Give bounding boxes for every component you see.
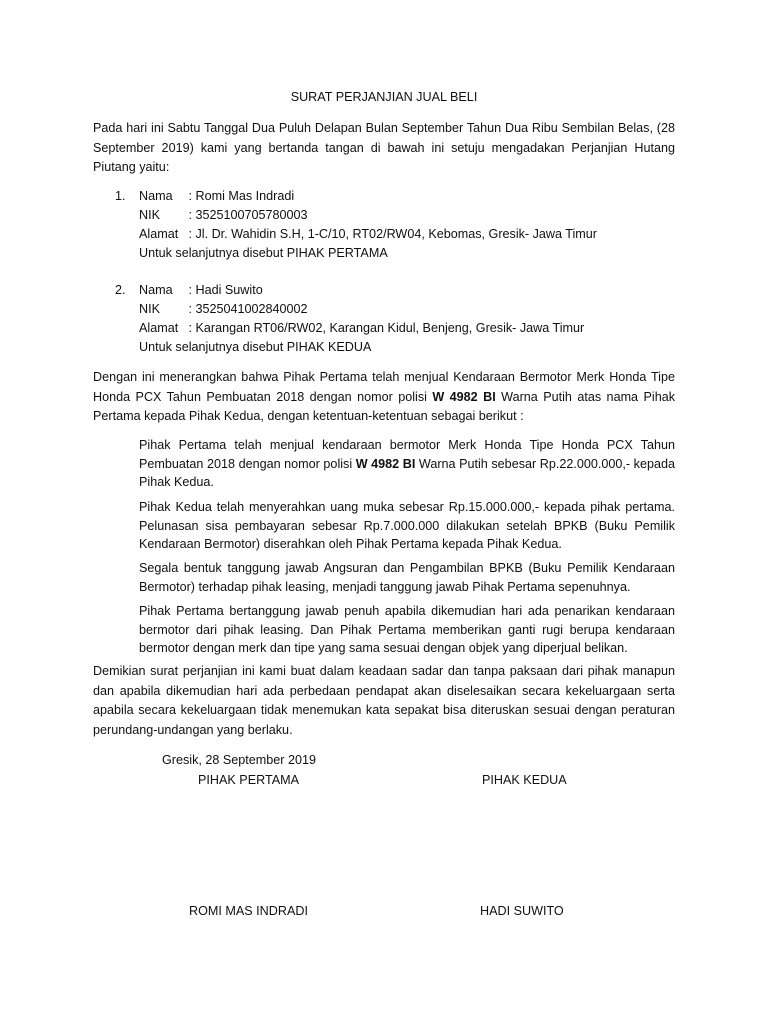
closing-paragraph: Demikian surat perjanjian ini kami buat dalam keadaan sadar dan tanpa paksaan dari pihak manapun dan apabila dikemudian hari ada perbedaan pendapat akan diselesaikan secara kekeluargaan serta apabila secara kekeluargaan tidak menemukan kata sepakat bisa diteruskan sesuai dengan peraturan perundang-undangan yang berlaku. [93, 664, 675, 737]
party-1 [115, 187, 597, 263]
term-text: Pihak Pertama telah menjual kendaraan bermotor Merk Honda Tipe Honda PCX Tahun Pembuatan 2018 dengan nomor polisi [139, 438, 675, 471]
second-party-label: PIHAK KEDUA [482, 773, 567, 787]
term-1 [139, 436, 675, 492]
party-2 [115, 281, 584, 357]
nama-value: : Hadi Suwito [188, 283, 263, 297]
intro-paragraph: Pada hari ini Sabtu Tanggal Dua Puluh Delapan Bulan September Tahun Dua Ribu Sembilan Belas, (28 September 2019) kami yang bertanda tangan di bawah ini setuju mengadakan Perjanjian Hutang Piutang yaitu: [93, 121, 675, 174]
statement-text: Dengan ini menerangkan bahwa Pihak Pertama telah menjual Kendaraan Bermotor Merk Honda Tipe Honda PCX Tahun Pembuatan 2018 dengan nomor polisi [93, 370, 675, 404]
first-party-label: PIHAK PERTAMA [198, 773, 300, 787]
place-date: Gresik, 28 September 2019 [162, 753, 317, 767]
party-number: 1. [115, 189, 126, 203]
plate-number: W 4982 BI [432, 389, 496, 404]
first-party-name: ROMI MAS INDRADI [189, 904, 308, 918]
document-title: SURAT PERJANJIAN JUAL BELI [290, 90, 478, 104]
party-number: 2. [115, 283, 126, 297]
nik-value: : 3525100705780003 [188, 208, 308, 222]
alamat-value: : Jl. Dr. Wahidin S.H, 1-C/10, RT02/RW04, Kebomas, Gresik- Jawa Timur [188, 227, 597, 241]
nik-label: NIK [139, 208, 160, 222]
alamat-label: Alamat [139, 321, 179, 335]
term-2: Pihak Kedua telah menyerahkan uang muka sebesar Rp.15.000.000,- kepada pihak pertama. Pelunasan sisa pembayaran sebesar Rp.7.000.000 dilakukan setelah BPKB (Buku Pemilik Kendaraan Bermotor) diserahkan oleh Pihak Pertama kepada Pihak Kedua. [139, 500, 675, 551]
term-text-cont: Warna Putih sebesar Rp.22.000.000,- kepada Pihak Kedua. [139, 456, 675, 489]
nik-label: NIK [139, 302, 160, 316]
nik-value: : 3525041002840002 [188, 302, 308, 316]
alamat-label: Alamat [139, 227, 179, 241]
party-note: Untuk selanjutnya disebut PIHAK PERTAMA [139, 246, 388, 260]
plate-number: W 4982 BI [355, 456, 416, 471]
party-note: Untuk selanjutnya disebut PIHAK KEDUA [139, 340, 372, 354]
alamat-value: : Karangan RT06/RW02, Karangan Kidul, Benjeng, Gresik- Jawa Timur [188, 321, 585, 335]
term-3: Segala bentuk tanggung jawab Angsuran dan Pengambilan BPKB (Buku Pemilik Kendaraan Bermotor) terhadap pihak leasing, menjadi tanggung jawab Pihak Pertama sepenuhnya. [139, 561, 675, 594]
statement-paragraph [93, 368, 675, 427]
nama-value: : Romi Mas Indradi [188, 189, 295, 203]
second-party-name: HADI SUWITO [480, 904, 564, 918]
nama-label: Nama [139, 189, 173, 203]
nama-label: Nama [139, 283, 173, 297]
term-4: Pihak Pertama bertanggung jawab penuh apabila dikemudian hari ada penarikan kendaraan bermotor dari pihak leasing. Dan Pihak Pertama memberikan ganti rugi berupa kendaraan bermotor dengan merk dan tipe yang sama sesuai dengan objek yang diperjual belikan. [139, 604, 675, 655]
statement-text-cont: Warna Putih atas nama Pihak Pertama kepada Pihak Kedua, dengan ketentuan-ketentuan sebagai berikut : [93, 389, 675, 423]
